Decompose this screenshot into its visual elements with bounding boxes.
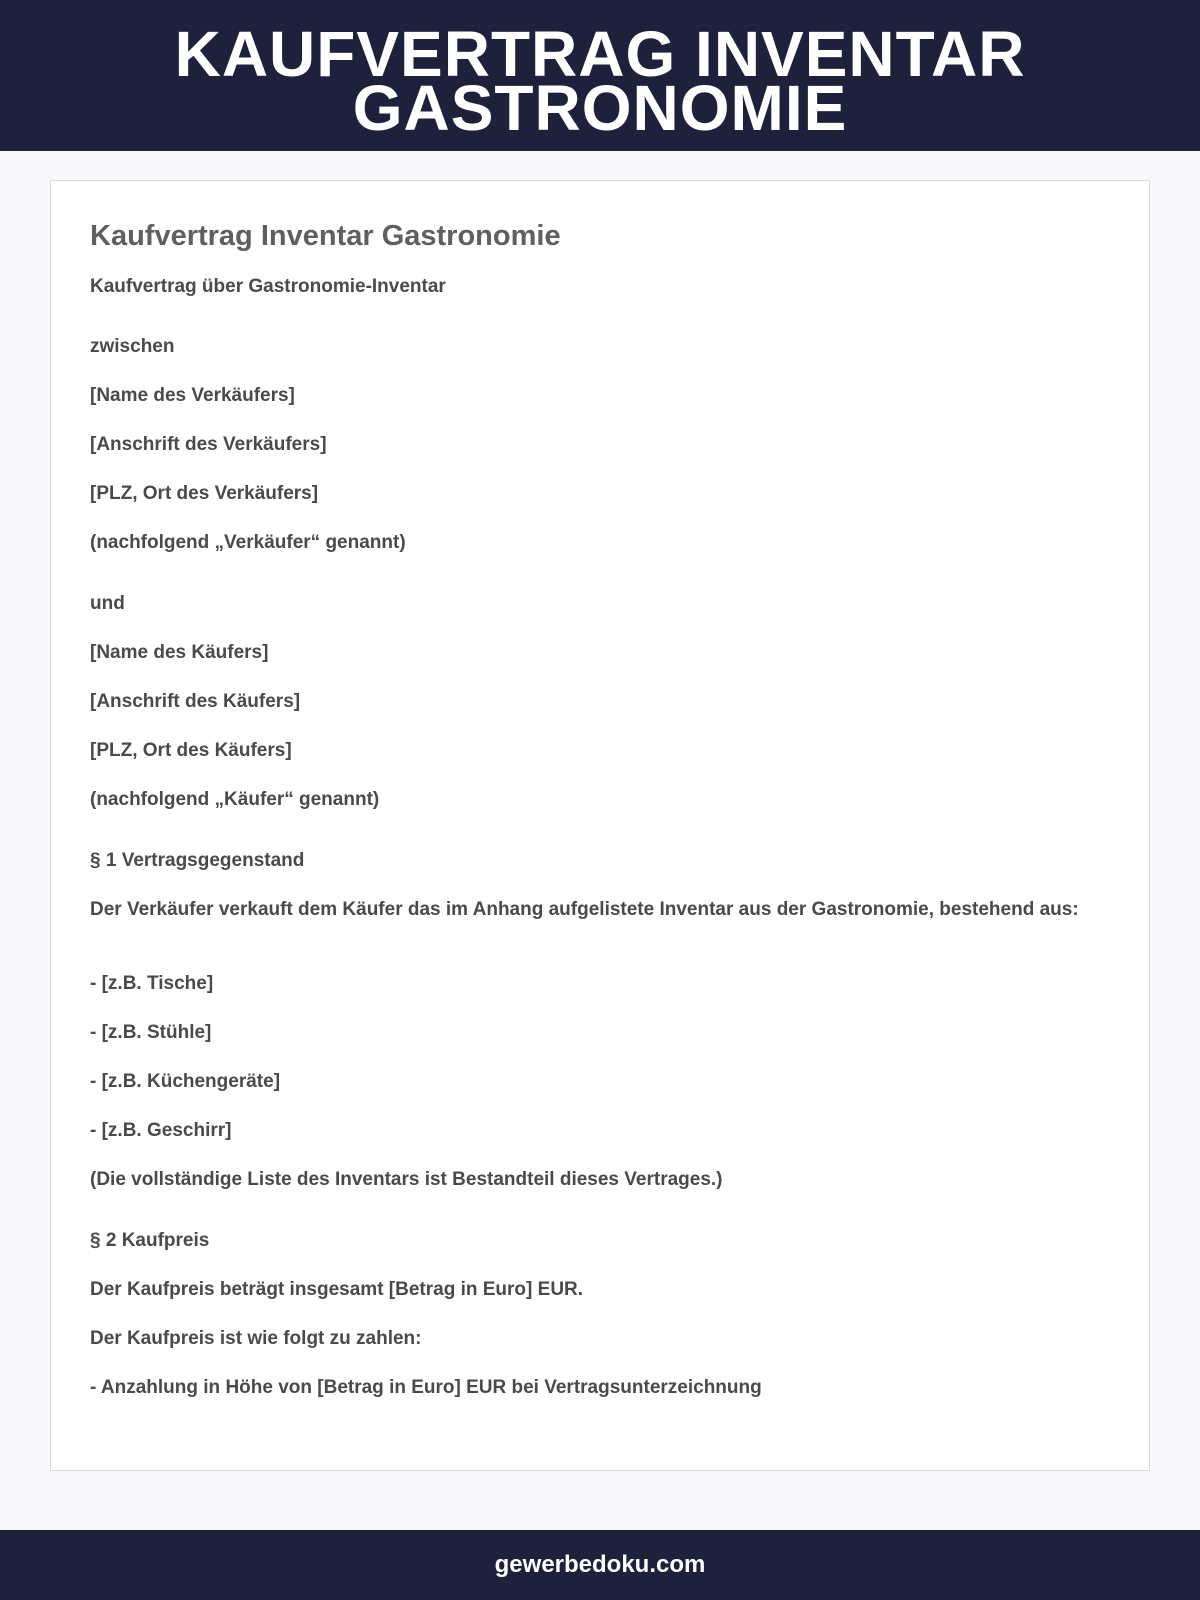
seller-city: [PLZ, Ort des Verkäufers] [90,483,319,504]
inventory-item: - [z.B. Küchengeräte] [90,1071,281,1092]
buyer-address: [Anschrift des Käufers] [90,691,301,712]
document-card [50,180,1150,1471]
payment-intro: Der Kaufpreis ist wie folgt zu zahlen: [90,1328,422,1349]
and-label: und [90,593,125,614]
document-subtitle: Kaufvertrag über Gastronomie-Inventar [90,276,446,297]
document-title: Kaufvertrag Inventar Gastronomie [90,220,561,252]
buyer-city: [PLZ, Ort des Käufers] [90,740,292,761]
section-2-heading: § 2 Kaufpreis [90,1230,210,1251]
inventory-note: (Die vollständige Liste des Inventars ist Bestandteil dieses Vertrages.) [90,1169,723,1190]
inventory-item: - [z.B. Tische] [90,973,214,994]
between-label: zwischen [90,336,175,357]
header-banner [0,0,1200,151]
footer-site-name: gewerbedoku.com [494,1551,706,1578]
inventory-item: - [z.B. Stühle] [90,1022,212,1043]
header-title-line-1: KAUFVERTRAG INVENTAR [174,18,1026,90]
seller-designation: (nachfolgend „Verkäufer“ genannt) [90,532,406,553]
buyer-designation: (nachfolgend „Käufer“ genannt) [90,789,380,810]
header-title-line-2: GASTRONOMIE [352,72,848,144]
buyer-name: [Name des Käufers] [90,642,269,663]
footer [0,1530,1200,1600]
payment-item: - Anzahlung in Höhe von [Betrag in Euro] EUR bei Vertragsunterzeichnung [90,1377,762,1398]
seller-name: [Name des Verkäufers] [90,385,295,406]
seller-address: [Anschrift des Verkäufers] [90,434,327,455]
section-1-heading: § 1 Vertragsgegenstand [90,850,305,871]
inventory-item: - [z.B. Geschirr] [90,1120,232,1141]
purchase-price: Der Kaufpreis beträgt insgesamt [Betrag in Euro] EUR. [90,1279,584,1300]
section-1-intro: Der Verkäufer verkauft dem Käufer das im Anhang aufgelistete Inventar aus der Gastronomie, bestehend aus: [90,899,1079,920]
